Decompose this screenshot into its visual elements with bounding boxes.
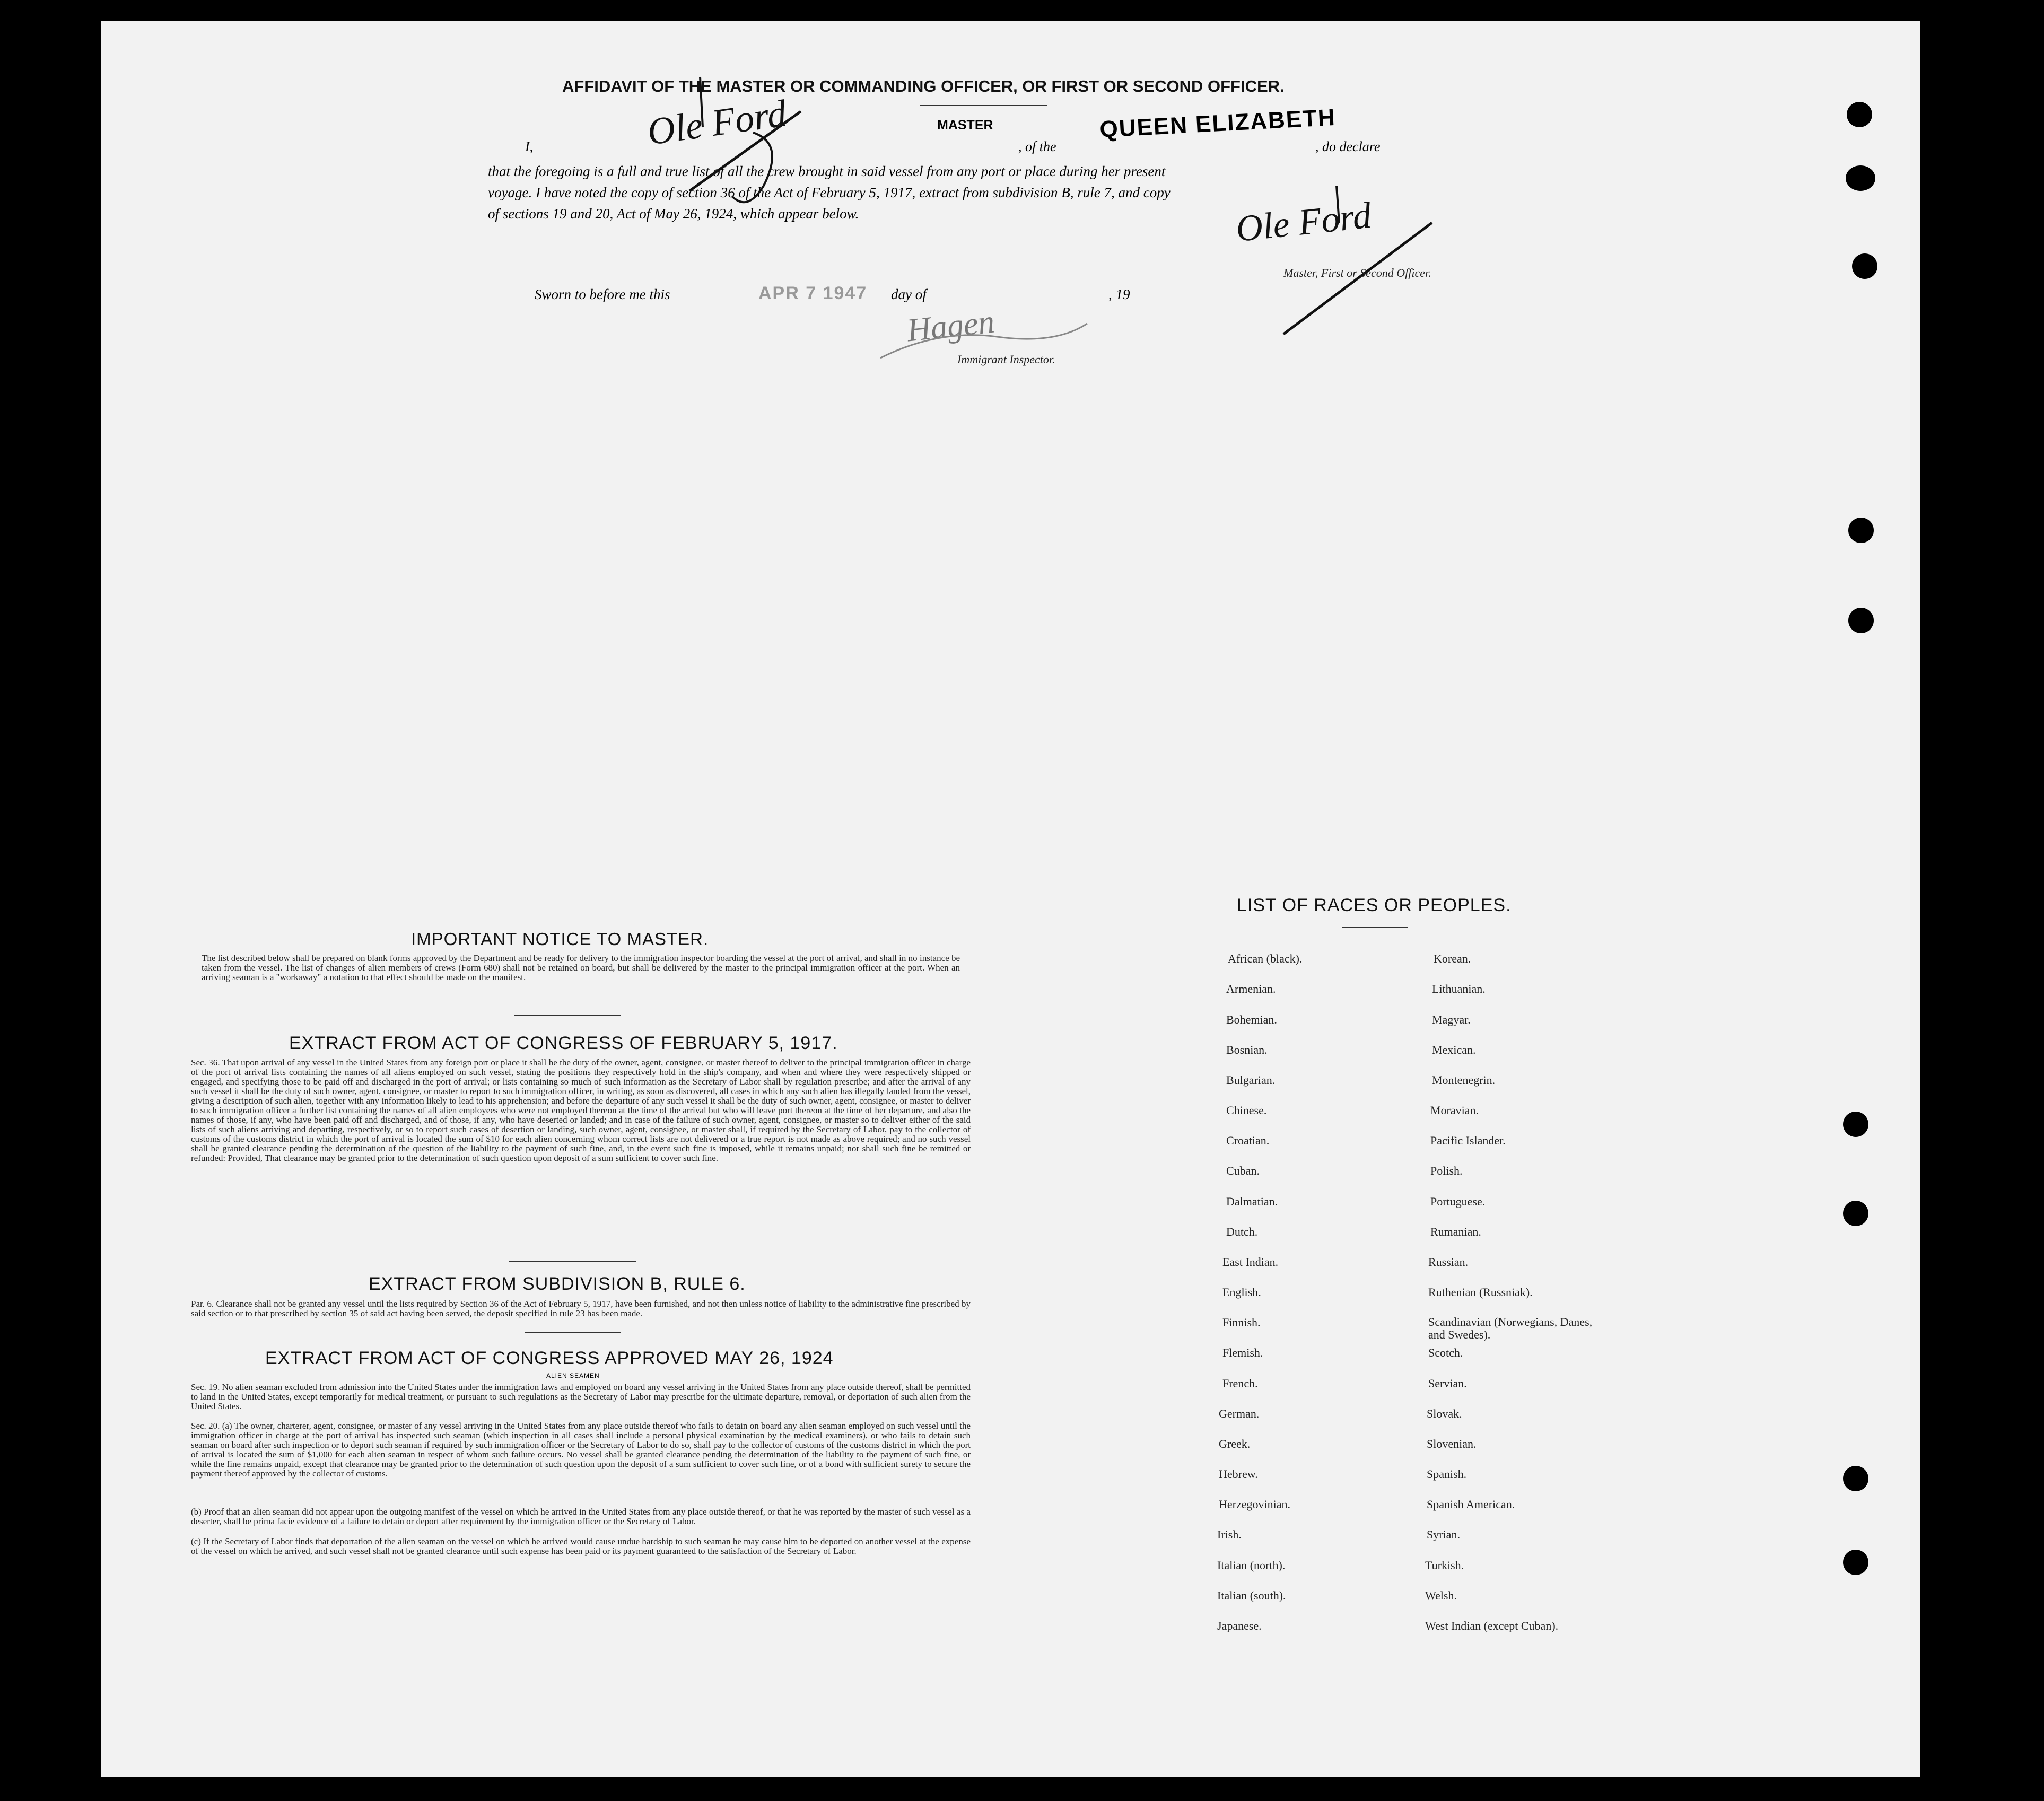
race-item: West Indian (except Cuban). xyxy=(1425,1619,1559,1632)
race-item: Dutch. xyxy=(1226,1225,1258,1238)
race-item: Bulgarian. xyxy=(1226,1073,1276,1087)
race-item: German. xyxy=(1219,1407,1260,1420)
punch-hole xyxy=(1843,1550,1868,1575)
punch-hole xyxy=(1843,1201,1868,1226)
race-item: Ruthenian (Russniak). xyxy=(1428,1286,1533,1299)
race-item: Rumanian. xyxy=(1430,1225,1481,1238)
sworn-label: Sworn to before me this xyxy=(535,286,670,302)
affidavit-line-2: that the foregoing is a full and true list of all the crew brought in said vessel from any port or place during her present xyxy=(488,163,1166,179)
section-20c-text: (c) If the Secretary of Labor finds that deportation of the alien seaman on the vessel on which he arrived would cause undue hardship to such seaman he may cause him to be deported on another vessel at the expense of the vessel on which he arrived, and such vessel shall not be granted clearance until such expense has been paid or its payment guaranteed to the satisfaction of the Secretary of Labor. xyxy=(191,1536,971,1556)
master-signature-top-text: Ole Ford xyxy=(644,92,789,153)
race-item: Scotch. xyxy=(1428,1346,1463,1359)
race-item: Welsh. xyxy=(1425,1589,1457,1602)
section-19-text: Sec. 19. No alien seaman excluded from admission into the United States under the immigration laws and employed on board any vessel arriving in the United States from any place outside thereof, shall be permitted to land in the United States, except temporarily for medical treatment, or pursuant to such regulations as the Secretary of Labor may prescribe for the ultimate departure, removal, or deportation of such alien from the United States. xyxy=(191,1382,971,1411)
affidavit-i-label: I, xyxy=(525,139,534,154)
punch-hole xyxy=(1847,102,1872,127)
master-signature-right-text: Ole Ford xyxy=(1234,195,1374,250)
alien-seamen-subtitle: ALIEN SEAMEN xyxy=(546,1372,600,1379)
extract-1917-text: Sec. 36. That upon arrival of any vessel in the United States from any foreign port or place it shall be the duty of the owner, agent, consignee, or master thereof to deliver to the principal immigration officer in charge of the port of arrival lists containing the names of all aliens employed on such vessel, stating the positions they respectively hold in the ship's company, and when and where they were respectively shipped or engaged, and specifying those to be paid off and discharged in the port of arrival; or lists containing so much of such information as the Secretary of Labor shall by regulation prescribe; and after the arrival of any such vessel it shall be the duty of such owner, agent, consignee, or master to report to such immigration officer, in writing, as soon as discovered, all cases in which any such alien has illegally landed from the vessel, giving a description of such alien, together with any information likely to lead to his apprehension; and before the departure of any such vessel it shall be the duty of such owner, agent, consignee, or master to deliver to such immigration officer a further list containing the names of all alien employees who were not employed thereon at the time of the arrival but who will leave port thereon at the time of her departure, and also the names of those, if any, who have been paid off and discharged, and of those, if any, who have deserted or landed; and in case of the failure of such owner, agent, consignee, or master so to deliver either of the said lists of such aliens arriving and departing, respectively, or so to report such cases of desertion or landing, such owner, agent, consignee, or master shall, if required by the Secretary of Labor, pay to the collector of customs of the customs district in which the port of arrival is located the sum of $10 for each alien concerning whom correct lists are not delivered or a true report is not made as above required; and no such vessel shall be granted clearance pending the determination of the question of the liability to the payment of such fine, and, in the event such fine is imposed, while it remains unpaid; nor shall such fine be remitted or refunded: Provided, That clearance may be granted prior to the determination of such question upon deposit of a sum sufficient to cover such fine. xyxy=(191,1057,971,1163)
race-item: Bohemian. xyxy=(1226,1013,1277,1026)
race-item: Chinese. xyxy=(1226,1104,1267,1117)
document-page xyxy=(101,21,1920,1777)
race-item: Slovenian. xyxy=(1427,1437,1477,1450)
race-item: Spanish American. xyxy=(1427,1498,1515,1511)
race-item: Finnish. xyxy=(1222,1316,1261,1329)
race-item: Bosnian. xyxy=(1226,1043,1268,1056)
extract-rule6-title: EXTRACT FROM SUBDIVISION B, RULE 6. xyxy=(369,1274,746,1294)
race-item: Pacific Islander. xyxy=(1430,1134,1506,1147)
race-item: Flemish. xyxy=(1222,1346,1263,1359)
section-20b-text: (b) Proof that an alien seaman did not appear upon the outgoing manifest of the vessel on which he arrived in the United States from any place outside thereof, or that he was reported by the master of such vessel as a deserter, shall be prima facie evidence of a failure to detain or deport after requirement by the immigration officer or the Secretary of Labor. xyxy=(191,1507,971,1526)
race-item: Spanish. xyxy=(1427,1467,1467,1481)
punch-hole xyxy=(1848,608,1874,633)
extract-1917-title: EXTRACT FROM ACT OF CONGRESS OF FEBRUARY 5, 1917. xyxy=(289,1033,838,1053)
master-signature-label: Master, First or Second Officer. xyxy=(1283,266,1431,279)
race-item: Greek. xyxy=(1219,1437,1251,1450)
day-of-label: day of xyxy=(891,286,927,302)
race-item: Herzegovinian. xyxy=(1219,1498,1290,1511)
divider xyxy=(514,1015,621,1016)
race-item: Irish. xyxy=(1217,1528,1242,1541)
master-signature-top xyxy=(626,64,806,233)
race-item: English. xyxy=(1222,1286,1261,1299)
signature-strokes-top xyxy=(626,64,806,233)
extract-rule6-text: Par. 6. Clearance shall not be granted any vessel until the lists required by Section 36 of the Act of February 5, 1917, have been furnished, and not then unless notice of liability to the administrative fine prescribed by said section or to that prescribed by section 35 of said act having been served, the deposit specified in rule 23 has been made. xyxy=(191,1299,971,1318)
race-item: Turkish. xyxy=(1425,1559,1464,1572)
race-item: Hebrew. xyxy=(1219,1467,1258,1481)
race-item: Italian (north). xyxy=(1217,1559,1286,1572)
race-item: East Indian. xyxy=(1222,1255,1279,1269)
race-item: Croatian. xyxy=(1226,1134,1270,1147)
punch-hole xyxy=(1843,1112,1868,1137)
race-item: Scandinavian (Norwegians, Danes, and Swedes). xyxy=(1428,1315,1593,1341)
race-item: Portuguese. xyxy=(1430,1195,1486,1208)
affidavit-line-3: voyage. I have noted the copy of section 36 of the Act of February 5, 1917, extract from subdivision B, rule 7, and copy xyxy=(488,185,1171,200)
race-item: Magyar. xyxy=(1432,1013,1471,1026)
section-20a-text: Sec. 20. (a) The owner, charterer, agent, consignee, or master of any vessel arriving in the United States from any place outside thereof who fails to detain on board any alien seaman employed on such vessel until the immigration officer in charge at the port of arrival has inspected such seaman (which inspection in all cases shall include a personal physical examination by the medical examiners), or who fails to detain such seaman on board after such inspection or to deport such seaman if required by such immigration officer or the Secretary of Labor to do so, shall pay to the collector of customs of the customs district in which the port of arrival is located the sum of $1,000 for each alien seaman in respect of whom such failure occurs. No vessel shall be granted clearance pending the determination of the liability to the payment of such fine, or while the fine remains unpaid, except that clearance may be granted prior to the determination of such question upon the deposit of a sum sufficient to cover such fine, or of a bond with sufficient surety to secure the payment thereof approved by the collector of customs. xyxy=(191,1421,971,1479)
divider xyxy=(1342,927,1408,928)
punch-hole xyxy=(1843,1466,1868,1491)
divider xyxy=(920,105,1047,106)
master-signature-right xyxy=(1230,186,1453,345)
divider xyxy=(509,1261,636,1262)
race-item: Dalmatian. xyxy=(1226,1195,1278,1208)
race-item: Italian (south). xyxy=(1217,1589,1286,1602)
race-item: Lithuanian. xyxy=(1432,982,1486,995)
punch-hole xyxy=(1846,165,1875,191)
notice-title: IMPORTANT NOTICE TO MASTER. xyxy=(411,929,709,949)
punch-hole xyxy=(1852,253,1877,279)
affidavit-title: AFFIDAVIT OF THE MASTER OR COMMANDING OFFICER, OR FIRST OR SECOND OFFICER. xyxy=(562,77,1285,95)
affidavit-line-4: of sections 19 and 20, Act of May 26, 1924, which appear below. xyxy=(488,206,859,222)
race-item: African (black). xyxy=(1228,952,1303,965)
punch-hole xyxy=(1848,518,1874,543)
race-item: Syrian. xyxy=(1427,1528,1460,1541)
race-item: Armenian. xyxy=(1226,982,1276,995)
race-item: Russian. xyxy=(1428,1255,1469,1269)
signature-strokes-right xyxy=(1230,186,1453,345)
master-rank: MASTER xyxy=(937,118,993,133)
race-item: French. xyxy=(1222,1377,1258,1390)
date-stamp: APR 7 1947 xyxy=(758,283,868,303)
extract-1924-title: EXTRACT FROM ACT OF CONGRESS APPROVED MAY 26, 1924 xyxy=(265,1348,834,1368)
races-title: LIST OF RACES OR PEOPLES. xyxy=(1237,895,1512,915)
notice-text: The list described below shall be prepared on blank forms approved by the Department and be ready for delivery to the immigration inspector boarding the vessel at the port of arrival, and shall in no instance be taken from the vessel. The list of changes of alien members of crews (Form 680) shall not be retained on board, but shall be delivered by the master to the principal immigration officer at the port. When an arriving seaman is a "workaway" a notation to that effect should be made on the manifest. xyxy=(202,953,960,982)
race-item: Servian. xyxy=(1428,1377,1467,1390)
race-item: Mexican. xyxy=(1432,1043,1476,1056)
race-item: Slovak. xyxy=(1427,1407,1462,1420)
race-item: Montenegrin. xyxy=(1432,1073,1496,1087)
inspector-label: Immigrant Inspector. xyxy=(957,353,1055,366)
race-item: Korean. xyxy=(1434,952,1471,965)
inspector-signature-text: Hagen xyxy=(905,303,997,349)
vessel-name: QUEEN ELIZABETH xyxy=(1099,104,1337,143)
race-item: Polish. xyxy=(1430,1164,1463,1177)
race-item: Moravian. xyxy=(1430,1104,1479,1117)
of-the-label: , of the xyxy=(1018,139,1056,154)
year-label: , 19 xyxy=(1108,286,1130,302)
race-item: Cuban. xyxy=(1226,1164,1260,1177)
race-item: Japanese. xyxy=(1217,1619,1262,1632)
do-declare-label: , do declare xyxy=(1315,139,1381,154)
divider xyxy=(525,1332,621,1333)
